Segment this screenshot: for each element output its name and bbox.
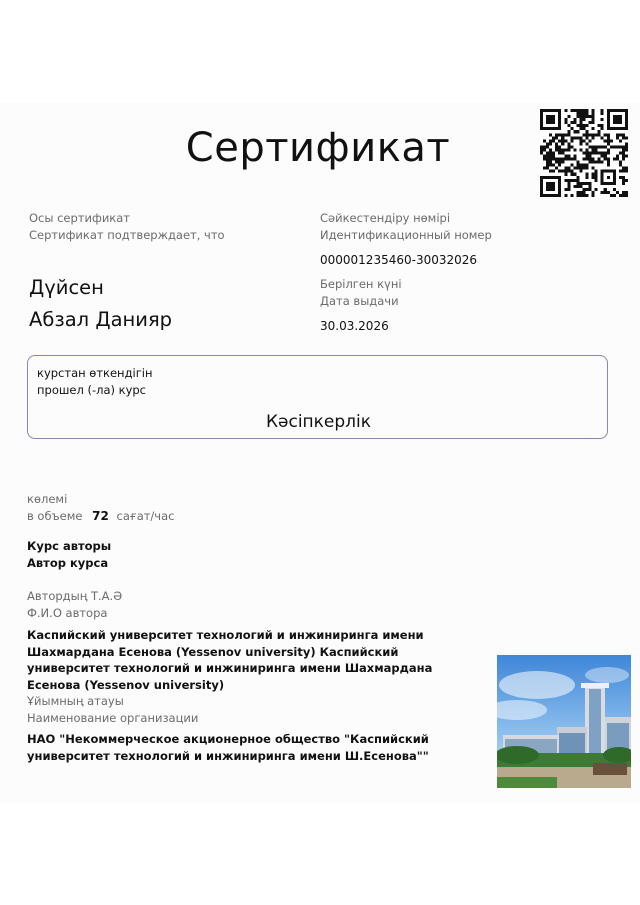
issue-date-label-kz: Берілген күні bbox=[320, 277, 402, 291]
course-box bbox=[27, 355, 608, 439]
course-label-ru: прошел (-ла) курс bbox=[37, 383, 147, 397]
certificate-title: Сертификат bbox=[185, 125, 451, 171]
id-label-kz: Сәйкестендіру нөмірі bbox=[320, 211, 451, 225]
course-name: Кәсіпкерлік bbox=[265, 412, 372, 432]
volume-hours: 72 bbox=[92, 509, 109, 523]
id-label-ru: Идентификационный номер bbox=[320, 228, 492, 242]
course-label-kz: курстан өткендігін bbox=[37, 366, 153, 380]
issue-date-label-ru: Дата выдачи bbox=[320, 294, 399, 308]
author-fio-label-kz: Автордың Т.А.Ә bbox=[27, 589, 123, 603]
id-value: 000001235460-30032026 bbox=[320, 253, 478, 267]
author-fio-label-ru: Ф.И.О автора bbox=[27, 606, 108, 620]
volume-label-kz: көлемі bbox=[27, 492, 68, 506]
author-heading-ru: Автор курса bbox=[27, 556, 109, 570]
course-label bbox=[37, 365, 152, 399]
university-building-photo bbox=[497, 655, 631, 788]
confirms-label-ru: Сертификат подтверждает, что bbox=[29, 228, 225, 242]
confirms-label-kz: Осы сертификат bbox=[29, 211, 130, 225]
author-heading-kz: Курс авторы bbox=[27, 539, 112, 553]
issue-date-value: 30.03.2026 bbox=[320, 319, 389, 333]
recipient-given-names: Абзал Данияр bbox=[29, 308, 173, 331]
organization-label-kz: Ұйымның атауы bbox=[27, 694, 124, 708]
volume-label-ru: в объеме bbox=[27, 509, 83, 523]
author-fio-value: Каспийский университет технологий и инжиниринга имени Шахмардана Есенова (Yessenov university) Каспийский университет технологий и инжиниринга имени Шахмардана Есенова (Yessenov university) bbox=[27, 628, 433, 692]
organization-label-ru: Наименование организации bbox=[27, 711, 199, 725]
organization-value: НАО "Некоммерческое акционерное общество "Каспийский университет технологий и инжиниринга имени Ш.Есенова"" bbox=[27, 732, 429, 763]
volume-unit: сағат/час bbox=[116, 509, 175, 523]
volume-line bbox=[27, 508, 174, 525]
recipient-surname: Дүйсен bbox=[29, 276, 104, 299]
qr-code-icon bbox=[540, 109, 628, 197]
